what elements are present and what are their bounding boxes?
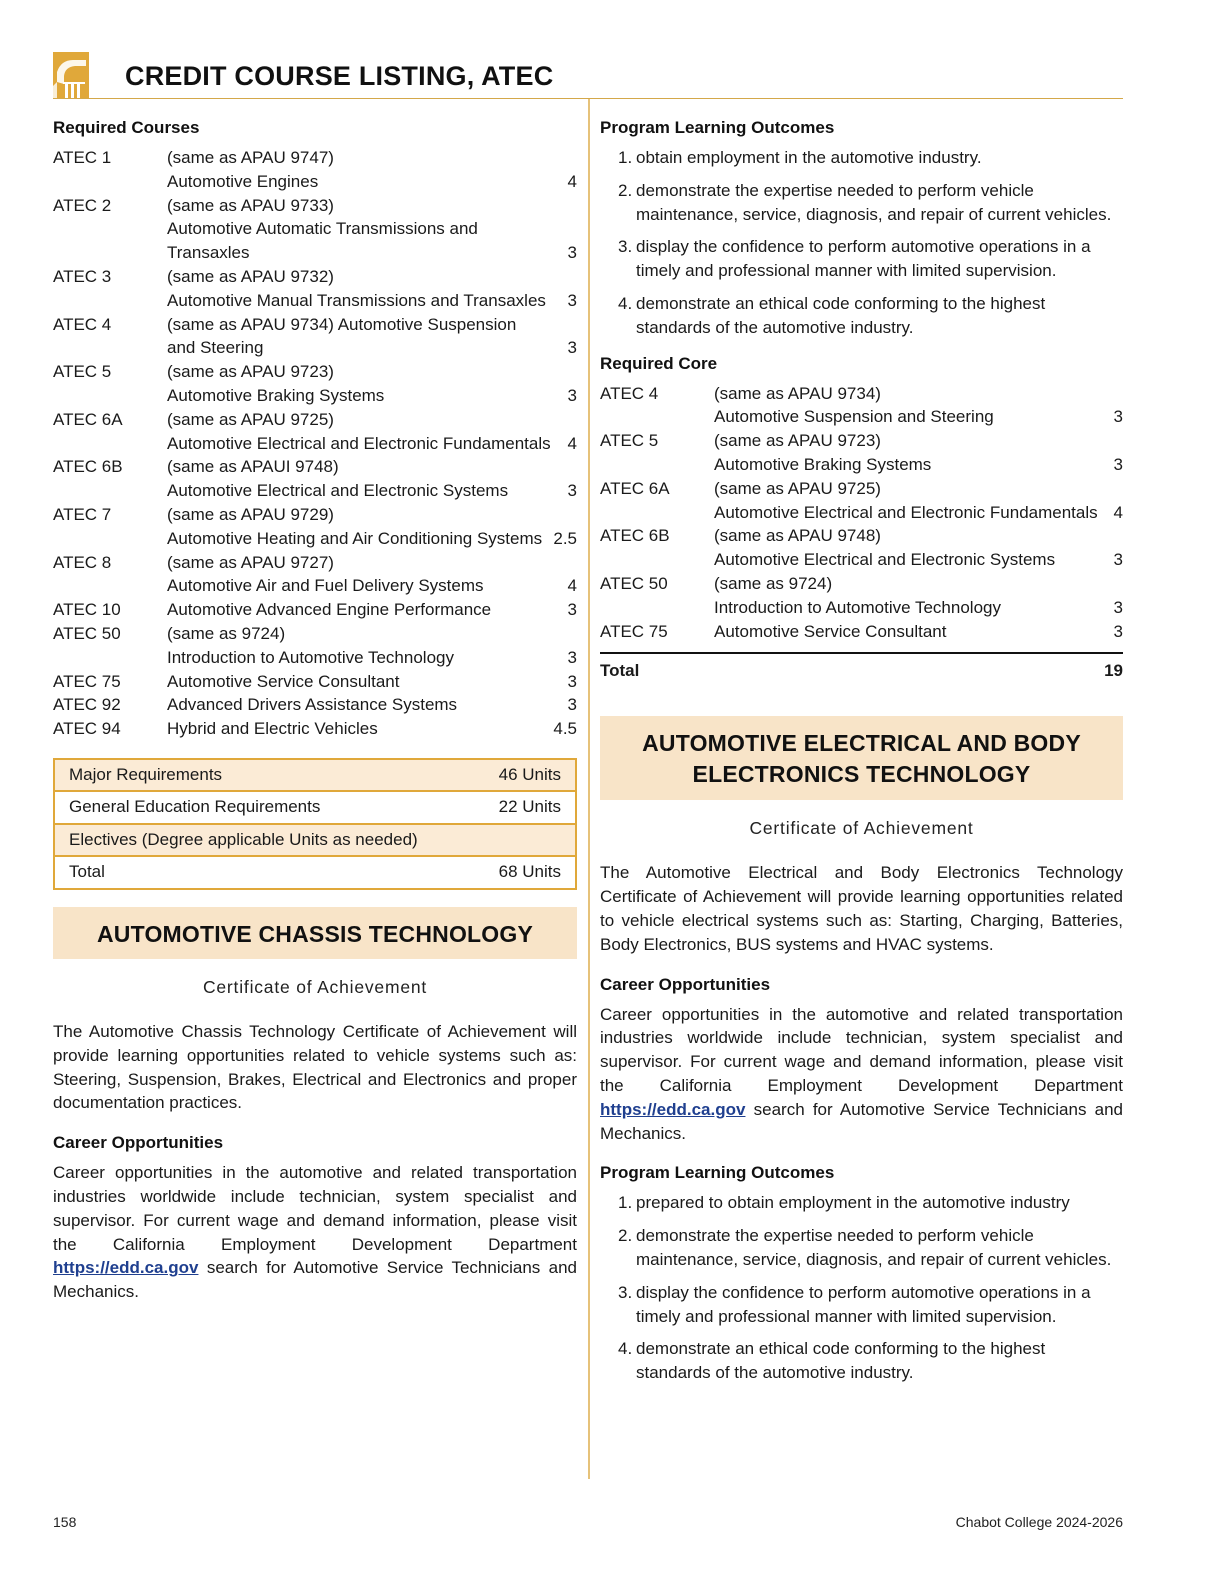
total-label: Total [600, 661, 640, 681]
outcome-item [618, 1191, 1123, 1215]
course-title: (same as APAU 9748) [714, 526, 881, 546]
units-label: General Education Requirements [69, 797, 321, 817]
course-units: 4.5 [553, 719, 577, 739]
course-units: 3 [567, 600, 577, 620]
course-units: 3 [1113, 597, 1123, 617]
course-units [567, 408, 577, 432]
units-row [55, 825, 575, 858]
chassis-career-text [53, 1161, 577, 1304]
course-title: (same as APAUI 9748) [167, 457, 339, 477]
page-header [53, 52, 1123, 99]
course-row [600, 382, 1123, 406]
outcome-text: demonstrate an ethical code conforming to the highest standards of the automotive industry. [636, 1339, 1046, 1383]
course-units: 3 [567, 243, 577, 263]
right-column [600, 118, 1123, 1394]
outcomes-list [618, 146, 1123, 340]
course-title: Automotive Electrical and Electronic Systems [167, 481, 509, 501]
left-column [53, 118, 577, 1304]
course-code: ATEC 2 [53, 195, 112, 215]
course-code: ATEC 1 [53, 148, 112, 167]
course-title: (same as APAU 9723) [167, 362, 334, 382]
course-title: Advanced Drivers Assistance Systems [167, 695, 458, 715]
course-title: (same as APAU 9732) [167, 266, 334, 286]
course-title: Hybrid and Electric Vehicles [167, 719, 378, 739]
course-code [600, 596, 714, 620]
course-units [567, 622, 577, 646]
course-title: (same as 9724) [714, 573, 833, 593]
course-row [600, 477, 1123, 501]
chassis-subtitle: Certificate of Achievement [202, 976, 428, 997]
course-title: Automotive Electrical and Electronic Fundamentals [714, 502, 1098, 522]
course-units: 3 [567, 695, 577, 715]
course-row [600, 620, 1123, 644]
course-title: Automotive Advanced Engine Performance [167, 600, 492, 620]
course-title: Automotive Service Consultant [714, 621, 947, 641]
course-row [53, 289, 577, 313]
course-row [53, 241, 577, 265]
course-code: ATEC 50 [600, 573, 668, 593]
electrical-career-heading: Career Opportunities [600, 974, 771, 994]
college-building-icon [53, 52, 89, 98]
course-units [567, 551, 577, 575]
outcome-item [618, 146, 1123, 170]
course-code: ATEC 75 [53, 671, 121, 691]
chassis-career-heading: Career Opportunities [53, 1133, 224, 1153]
publication-footer: Chabot College 2024-2026 [955, 1514, 1123, 1530]
course-code [53, 384, 167, 408]
course-title: (same as APAU 9747) [167, 148, 334, 167]
course-units [567, 265, 577, 289]
units-row [55, 760, 575, 793]
course-units: 3 [1113, 621, 1123, 641]
course-title: Automotive Service Consultant [167, 671, 400, 691]
outcome-text: obtain employment in the automotive industry. [636, 148, 982, 167]
course-units: 3 [567, 385, 577, 405]
course-units [567, 313, 577, 337]
course-code: ATEC 5 [53, 362, 112, 382]
course-title: (same as 9724) [167, 623, 286, 643]
course-code [53, 217, 167, 241]
course-units: 3 [567, 338, 577, 358]
course-title: (same as APAU 9733) [167, 195, 334, 215]
outcome-text: display the confidence to perform automotive operations in a timely and professional manner with limited supervision. [636, 1282, 1091, 1326]
outcome-text: demonstrate an ethical code conforming to the highest standards of the automotive industry. [636, 293, 1046, 337]
course-units [567, 217, 577, 241]
course-title: Automotive Braking Systems [167, 385, 385, 405]
required-core-list [600, 382, 1123, 644]
course-code: ATEC 4 [53, 314, 112, 334]
course-units: 3 [1113, 550, 1123, 570]
course-row [53, 646, 577, 670]
course-units: 3 [567, 481, 577, 501]
required-courses-heading: Required Courses [53, 118, 200, 137]
outcome-number: 2. [618, 1226, 633, 1246]
course-code: ATEC 6B [600, 526, 670, 546]
course-units: 4 [567, 171, 577, 191]
outcome-number: 3. [618, 1282, 633, 1302]
career-text-after: search for Automotive Service Technicians and Mechanics. [600, 1099, 1123, 1143]
course-code [53, 289, 167, 313]
course-code [53, 432, 167, 456]
electrical-career-text [600, 1003, 1123, 1146]
course-row [600, 453, 1123, 477]
course-row [53, 455, 577, 479]
page-number: 158 [53, 1514, 77, 1530]
course-units: 3 [1113, 407, 1123, 427]
course-code [600, 453, 714, 477]
course-row [53, 194, 577, 218]
course-row [53, 170, 577, 194]
course-row [53, 693, 577, 717]
course-units [1113, 572, 1123, 596]
course-row [53, 432, 577, 456]
outcomes-heading: Program Learning Outcomes [600, 118, 835, 137]
course-units [567, 194, 577, 218]
outcome-text: display the confidence to perform automotive operations in a timely and professional manner with limited supervision. [636, 237, 1091, 281]
course-units: 2.5 [553, 528, 577, 548]
course-code [600, 548, 714, 572]
course-code: ATEC 3 [53, 266, 112, 286]
course-title: and Steering [167, 338, 264, 358]
course-units [567, 455, 577, 479]
course-row [53, 527, 577, 551]
course-row [53, 336, 577, 360]
units-row [55, 792, 575, 825]
outcome-number: 4. [618, 293, 633, 313]
edd-link[interactable]: https://edd.ca.gov [53, 1258, 199, 1278]
course-title: Automotive Automatic Transmissions and [167, 219, 478, 239]
course-code [53, 527, 167, 551]
course-title: Automotive Electrical and Electronic Fundamentals [167, 433, 551, 453]
units-value: 68 Units [498, 862, 561, 882]
course-code: ATEC 7 [53, 504, 112, 524]
course-code [53, 170, 167, 194]
course-row [600, 405, 1123, 429]
course-title: Introduction to Automotive Technology [714, 597, 1001, 617]
units-label: Major Requirements [69, 764, 223, 784]
course-code [53, 336, 167, 360]
course-units: 3 [567, 671, 577, 691]
course-row [600, 501, 1123, 525]
course-row [53, 479, 577, 503]
course-title: (same as APAU 9725) [714, 478, 881, 498]
units-label: Total [69, 862, 105, 882]
course-title: (same as APAU 9725) [167, 409, 334, 429]
required-core-heading: Required Core [600, 353, 718, 373]
course-title: Automotive Suspension and Steering [714, 407, 994, 427]
course-row [600, 596, 1123, 620]
page-title: CREDIT COURSE LISTING, ATEC [125, 61, 554, 91]
electrical-banner-line1: AUTOMOTIVE ELECTRICAL AND BODY [642, 730, 1081, 757]
course-code: ATEC 5 [600, 431, 659, 451]
course-title: Automotive Braking Systems [714, 454, 932, 474]
career-text-before: Career opportunities in the automotive and related transportation industries worldwide include technician, system specialist and supervisor. For current wage and demand information, please visit the California Employment Development Department [53, 1163, 577, 1254]
course-units [567, 503, 577, 527]
course-title: (same as APAU 9734) [714, 383, 881, 403]
career-text-before: Career opportunities in the automotive and related transportation industries worldwide include technician, system specialist and supervisor. For current wage and demand information, please visit the California Employment Development Department [600, 1004, 1123, 1095]
chassis-banner: AUTOMOTIVE CHASSIS TECHNOLOGY [53, 907, 577, 959]
course-title: Automotive Heating and Air Conditioning Systems [167, 528, 543, 548]
course-row [53, 313, 577, 337]
course-row [53, 408, 577, 432]
course-units [1113, 524, 1123, 548]
course-code: ATEC 10 [53, 600, 121, 620]
career-text-after: search for Automotive Service Technicians and Mechanics. [53, 1258, 577, 1302]
chassis-description: The Automotive Chassis Technology Certificate of Achievement will provide learning opportunities related to vehicle systems such as: Steering, Suspension, Brakes, Electrical and Electronics and proper documentation practices. [53, 1021, 577, 1113]
course-row [53, 622, 577, 646]
course-row [53, 217, 577, 241]
course-code: ATEC 92 [53, 695, 121, 715]
outcome-item [618, 235, 1123, 283]
course-units: 4 [567, 433, 577, 453]
electrical-subtitle: Certificate of Achievement [749, 818, 974, 839]
course-row [53, 384, 577, 408]
course-code: ATEC 6A [53, 409, 123, 429]
outcome-number: 4. [618, 1339, 633, 1359]
course-code [600, 405, 714, 429]
outcome-text: demonstrate the expertise needed to perform vehicle maintenance, service, diagnosis, and repair of current vehicles. [636, 1226, 1112, 1269]
course-title: Automotive Air and Fuel Delivery Systems [167, 576, 484, 596]
course-row [53, 598, 577, 622]
core-total-row [600, 652, 1123, 681]
course-row [53, 574, 577, 598]
course-row [53, 670, 577, 694]
course-units: 3 [567, 290, 577, 310]
course-title: (same as APAU 9723) [714, 431, 881, 451]
units-summary-table [53, 758, 577, 890]
outcome-item [618, 1281, 1123, 1329]
course-row [53, 265, 577, 289]
total-value: 19 [1104, 661, 1123, 681]
outcome-item [618, 292, 1123, 340]
course-units [1113, 429, 1123, 453]
outcome-number: 2. [618, 180, 633, 200]
outcome-number: 1. [618, 1193, 633, 1213]
course-title: (same as APAU 9729) [167, 504, 334, 524]
course-units: 4 [1113, 502, 1123, 522]
course-title: Automotive Manual Transmissions and Transaxles [167, 290, 546, 310]
course-code: ATEC 94 [53, 719, 121, 739]
course-code: ATEC 75 [600, 621, 668, 641]
course-code: ATEC 50 [53, 623, 121, 643]
electrical-outcomes-list [618, 1191, 1123, 1385]
course-units: 3 [567, 647, 577, 667]
course-title: Introduction to Automotive Technology [167, 647, 454, 667]
course-code: ATEC 8 [53, 552, 112, 572]
units-row [55, 857, 575, 888]
units-value: 22 Units [498, 797, 561, 817]
course-row [600, 572, 1123, 596]
course-row [600, 548, 1123, 572]
course-code [53, 574, 167, 598]
course-row [53, 146, 577, 170]
outcome-item [618, 1224, 1123, 1272]
outcome-number: 3. [618, 237, 633, 257]
course-code: ATEC 6A [600, 478, 670, 498]
course-row [600, 524, 1123, 548]
course-title: (same as APAU 9727) [167, 552, 334, 572]
electrical-outcomes-heading: Program Learning Outcomes [600, 1163, 835, 1183]
column-divider [588, 99, 590, 1479]
units-label: Electives (Degree applicable Units as needed) [69, 829, 418, 849]
course-units [567, 146, 577, 170]
course-title: (same as APAU 9734) Automotive Suspension [167, 314, 517, 334]
course-code [53, 241, 167, 265]
course-title: Transaxles [167, 243, 250, 263]
edd-link[interactable]: https://edd.ca.gov [600, 1099, 746, 1119]
course-title: Automotive Electrical and Electronic Systems [714, 550, 1056, 570]
course-code [600, 501, 714, 525]
required-courses-list [53, 146, 577, 741]
course-code: ATEC 6B [53, 457, 123, 477]
course-row [600, 429, 1123, 453]
course-title: Automotive Engines [167, 171, 319, 191]
course-row [53, 360, 577, 384]
course-row [53, 503, 577, 527]
course-units [567, 360, 577, 384]
course-code: ATEC 4 [600, 383, 659, 403]
course-units: 4 [567, 576, 577, 596]
electrical-banner-line2: ELECTRONICS TECHNOLOGY [692, 761, 1031, 788]
outcome-text: prepared to obtain employment in the automotive industry [636, 1193, 1070, 1213]
units-value: 46 Units [498, 764, 561, 784]
course-row [53, 551, 577, 575]
course-units: 3 [1113, 454, 1123, 474]
course-units [1113, 477, 1123, 501]
outcome-item [618, 179, 1123, 227]
course-row [53, 717, 577, 741]
course-code [53, 646, 167, 670]
electrical-banner [600, 716, 1123, 800]
outcome-number: 1. [618, 148, 633, 167]
electrical-description: The Automotive Electrical and Body Electronics Technology Certificate of Achievement will provide learning opportunities related to vehicle electrical systems such as: Starting, Charging, Batteries, Body Electronics, BUS systems and HVAC systems. [600, 863, 1123, 954]
outcome-text: demonstrate the expertise needed to perform vehicle maintenance, service, diagnosis, and repair of current vehicles. [636, 180, 1112, 224]
course-units [1113, 382, 1123, 406]
course-code [53, 479, 167, 503]
outcome-item [618, 1337, 1123, 1385]
